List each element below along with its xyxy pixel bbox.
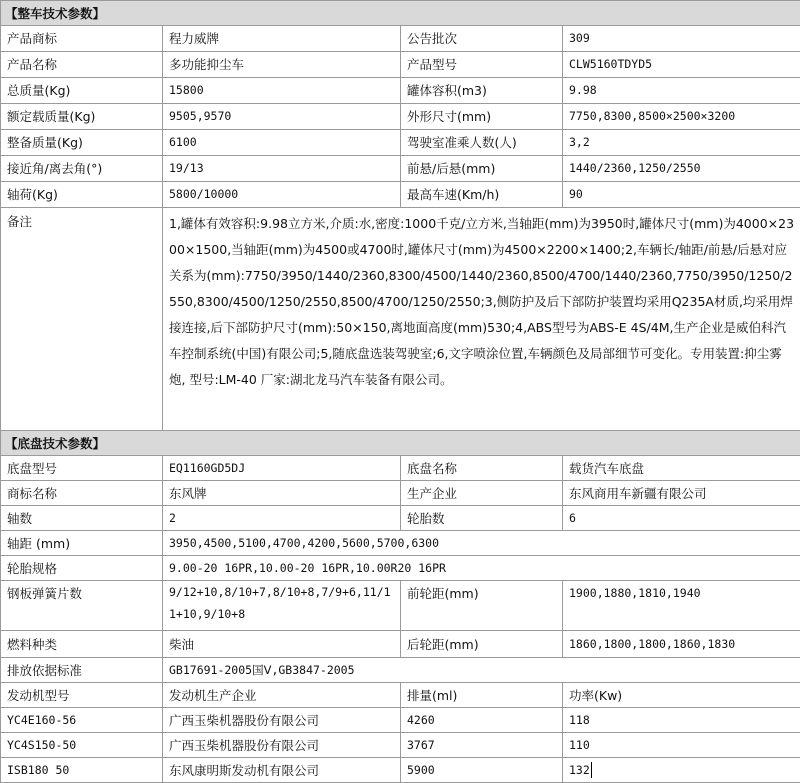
column-header: 排量(ml) (401, 683, 563, 708)
row-value: 6 (563, 506, 800, 531)
row-label: 轮胎数 (401, 506, 563, 531)
row-value: 柴油 (163, 631, 401, 658)
engine-model: YC4E160-56 (1, 708, 163, 733)
row-label: 底盘型号 (1, 456, 163, 481)
row-label: 轮胎规格 (1, 556, 163, 581)
row-value: 90 (563, 182, 800, 208)
engine-header-row (1, 683, 800, 708)
row-value: 9.98 (563, 78, 800, 104)
row-value: EQ1160GD5DJ (163, 456, 401, 481)
remark-label: 备注 (1, 208, 163, 431)
table-row (1, 26, 800, 52)
column-header: 发动机生产企业 (163, 683, 401, 708)
table-row (1, 130, 800, 156)
table-row (1, 708, 800, 733)
row-label: 轴距 (mm) (1, 531, 163, 556)
row-label: 轴荷(Kg) (1, 182, 163, 208)
row-label: 钢板弹簧片数 (1, 581, 163, 631)
table-row (1, 52, 800, 78)
row-value: 7750,8300,8500×2500×3200 (563, 104, 800, 130)
row-value: 载货汽车底盘 (563, 456, 800, 481)
row-value: 9/12+10,8/10+7,8/10+8,7/9+6,11/11+10,9/10+8 (163, 581, 401, 631)
engine-displacement: 3767 (401, 733, 563, 758)
engine-power: 110 (563, 733, 800, 758)
row-label: 接近角/离去角(°) (1, 156, 163, 182)
row-value: 东风牌 (163, 481, 401, 506)
engine-model: ISB180 50 (1, 758, 163, 783)
row-value: GB17691-2005国Ⅴ,GB3847-2005 (163, 658, 800, 683)
row-label: 公告批次 (401, 26, 563, 52)
row-value: 多功能抑尘车 (163, 52, 401, 78)
row-value: 3950,4500,5100,4700,4200,5600,5700,6300 (163, 531, 800, 556)
row-value: 3,2 (563, 130, 800, 156)
engine-maker: 广西玉柴机器股份有限公司 (163, 733, 401, 758)
engine-maker: 东风康明斯发动机有限公司 (163, 758, 401, 783)
vehicle-section-header (1, 1, 800, 26)
row-label: 外形尺寸(mm) (401, 104, 563, 130)
row-label: 最高车速(Km/h) (401, 182, 563, 208)
section-title: 【底盘技术参数】 (1, 431, 800, 456)
row-label: 总质量(Kg) (1, 78, 163, 104)
row-label: 前悬/后悬(mm) (401, 156, 563, 182)
table-row (1, 658, 800, 683)
table-row (1, 631, 800, 658)
remark-row (1, 208, 800, 431)
table-row (1, 506, 800, 531)
row-value: 1900,1880,1810,1940 (563, 581, 800, 631)
row-label: 轴数 (1, 506, 163, 531)
remark-text: 1,罐体有效容积:9.98立方米,介质:水,密度:1000千克/立方米,当轴距(mm)为3950时,罐体尺寸(mm)为4000×2300×1500,当轴距(mm)为4500或4700时,罐体尺寸(mm)为4500×2200×1400;2,车辆长/轴距/前悬/后悬对应关系为(mm):7750/3950/1440/2360,8300/4500/1440/2360,8500/4700/1440/2360,7750/3950/1250/2550,8300/4500/1250/2550,8500/4700/1250/2550;3,侧防护及后下部防护装置均采用Q235A材质,均采用焊接连接,后下部防护尺寸(mm):50×150,离地面高度(mm)530;4,ABS型号为ABS-E 4S/4M,生产企业是威伯科汽车控制系统(中国)有限公司;5,随底盘选装驾驶室;6,文字喷涂位置,车辆颜色及局部细节可变化。专用装置:抑尘雾炮, 型号:LM-40 厂家:湖北龙马汽车装备有限公司。 (163, 208, 800, 431)
row-value: 5800/10000 (163, 182, 401, 208)
row-value: 309 (563, 26, 800, 52)
table-row (1, 758, 800, 783)
row-label: 后轮距(mm) (401, 631, 563, 658)
table-row (1, 156, 800, 182)
row-label: 产品商标 (1, 26, 163, 52)
engine-model: YC4S150-50 (1, 733, 163, 758)
table-row (1, 78, 800, 104)
row-label: 燃料种类 (1, 631, 163, 658)
row-label: 底盘名称 (401, 456, 563, 481)
chassis-section-header (1, 431, 800, 456)
column-header: 发动机型号 (1, 683, 163, 708)
row-value: 1860,1800,1800,1860,1830 (563, 631, 800, 658)
text-cursor (591, 762, 592, 778)
engine-power: 118 (563, 708, 800, 733)
row-label: 商标名称 (1, 481, 163, 506)
engine-displacement: 5900 (401, 758, 563, 783)
row-label: 产品名称 (1, 52, 163, 78)
row-value: 1440/2360,1250/2550 (563, 156, 800, 182)
table-row (1, 733, 800, 758)
row-value: 9505,9570 (163, 104, 401, 130)
row-value: 19/13 (163, 156, 401, 182)
row-label: 整备质量(Kg) (1, 130, 163, 156)
row-value: 东风商用车新疆有限公司 (563, 481, 800, 506)
row-label: 驾驶室准乘人数(人) (401, 130, 563, 156)
engine-maker: 广西玉柴机器股份有限公司 (163, 708, 401, 733)
row-label: 生产企业 (401, 481, 563, 506)
table-row (1, 104, 800, 130)
row-value: 15800 (163, 78, 401, 104)
engine-power: 132 (569, 763, 590, 777)
section-title: 【整车技术参数】 (1, 1, 800, 26)
table-row (1, 531, 800, 556)
row-label: 前轮距(mm) (401, 581, 563, 631)
row-label: 产品型号 (401, 52, 563, 78)
engine-displacement: 4260 (401, 708, 563, 733)
column-header: 功率(Kw) (563, 683, 800, 708)
row-value: 程力威牌 (163, 26, 401, 52)
table-row (1, 456, 800, 481)
row-value: CLW5160TDYD5 (563, 52, 800, 78)
row-label: 排放依据标准 (1, 658, 163, 683)
row-label: 罐体容积(m3) (401, 78, 563, 104)
table-row (1, 556, 800, 581)
table-row (1, 182, 800, 208)
table-row (1, 581, 800, 631)
engine-power-cell (563, 758, 800, 783)
row-label: 额定载质量(Kg) (1, 104, 163, 130)
row-value: 2 (163, 506, 401, 531)
row-value: 6100 (163, 130, 401, 156)
row-value: 9.00-20 16PR,10.00-20 16PR,10.00R20 16PR (163, 556, 800, 581)
table-row (1, 481, 800, 506)
